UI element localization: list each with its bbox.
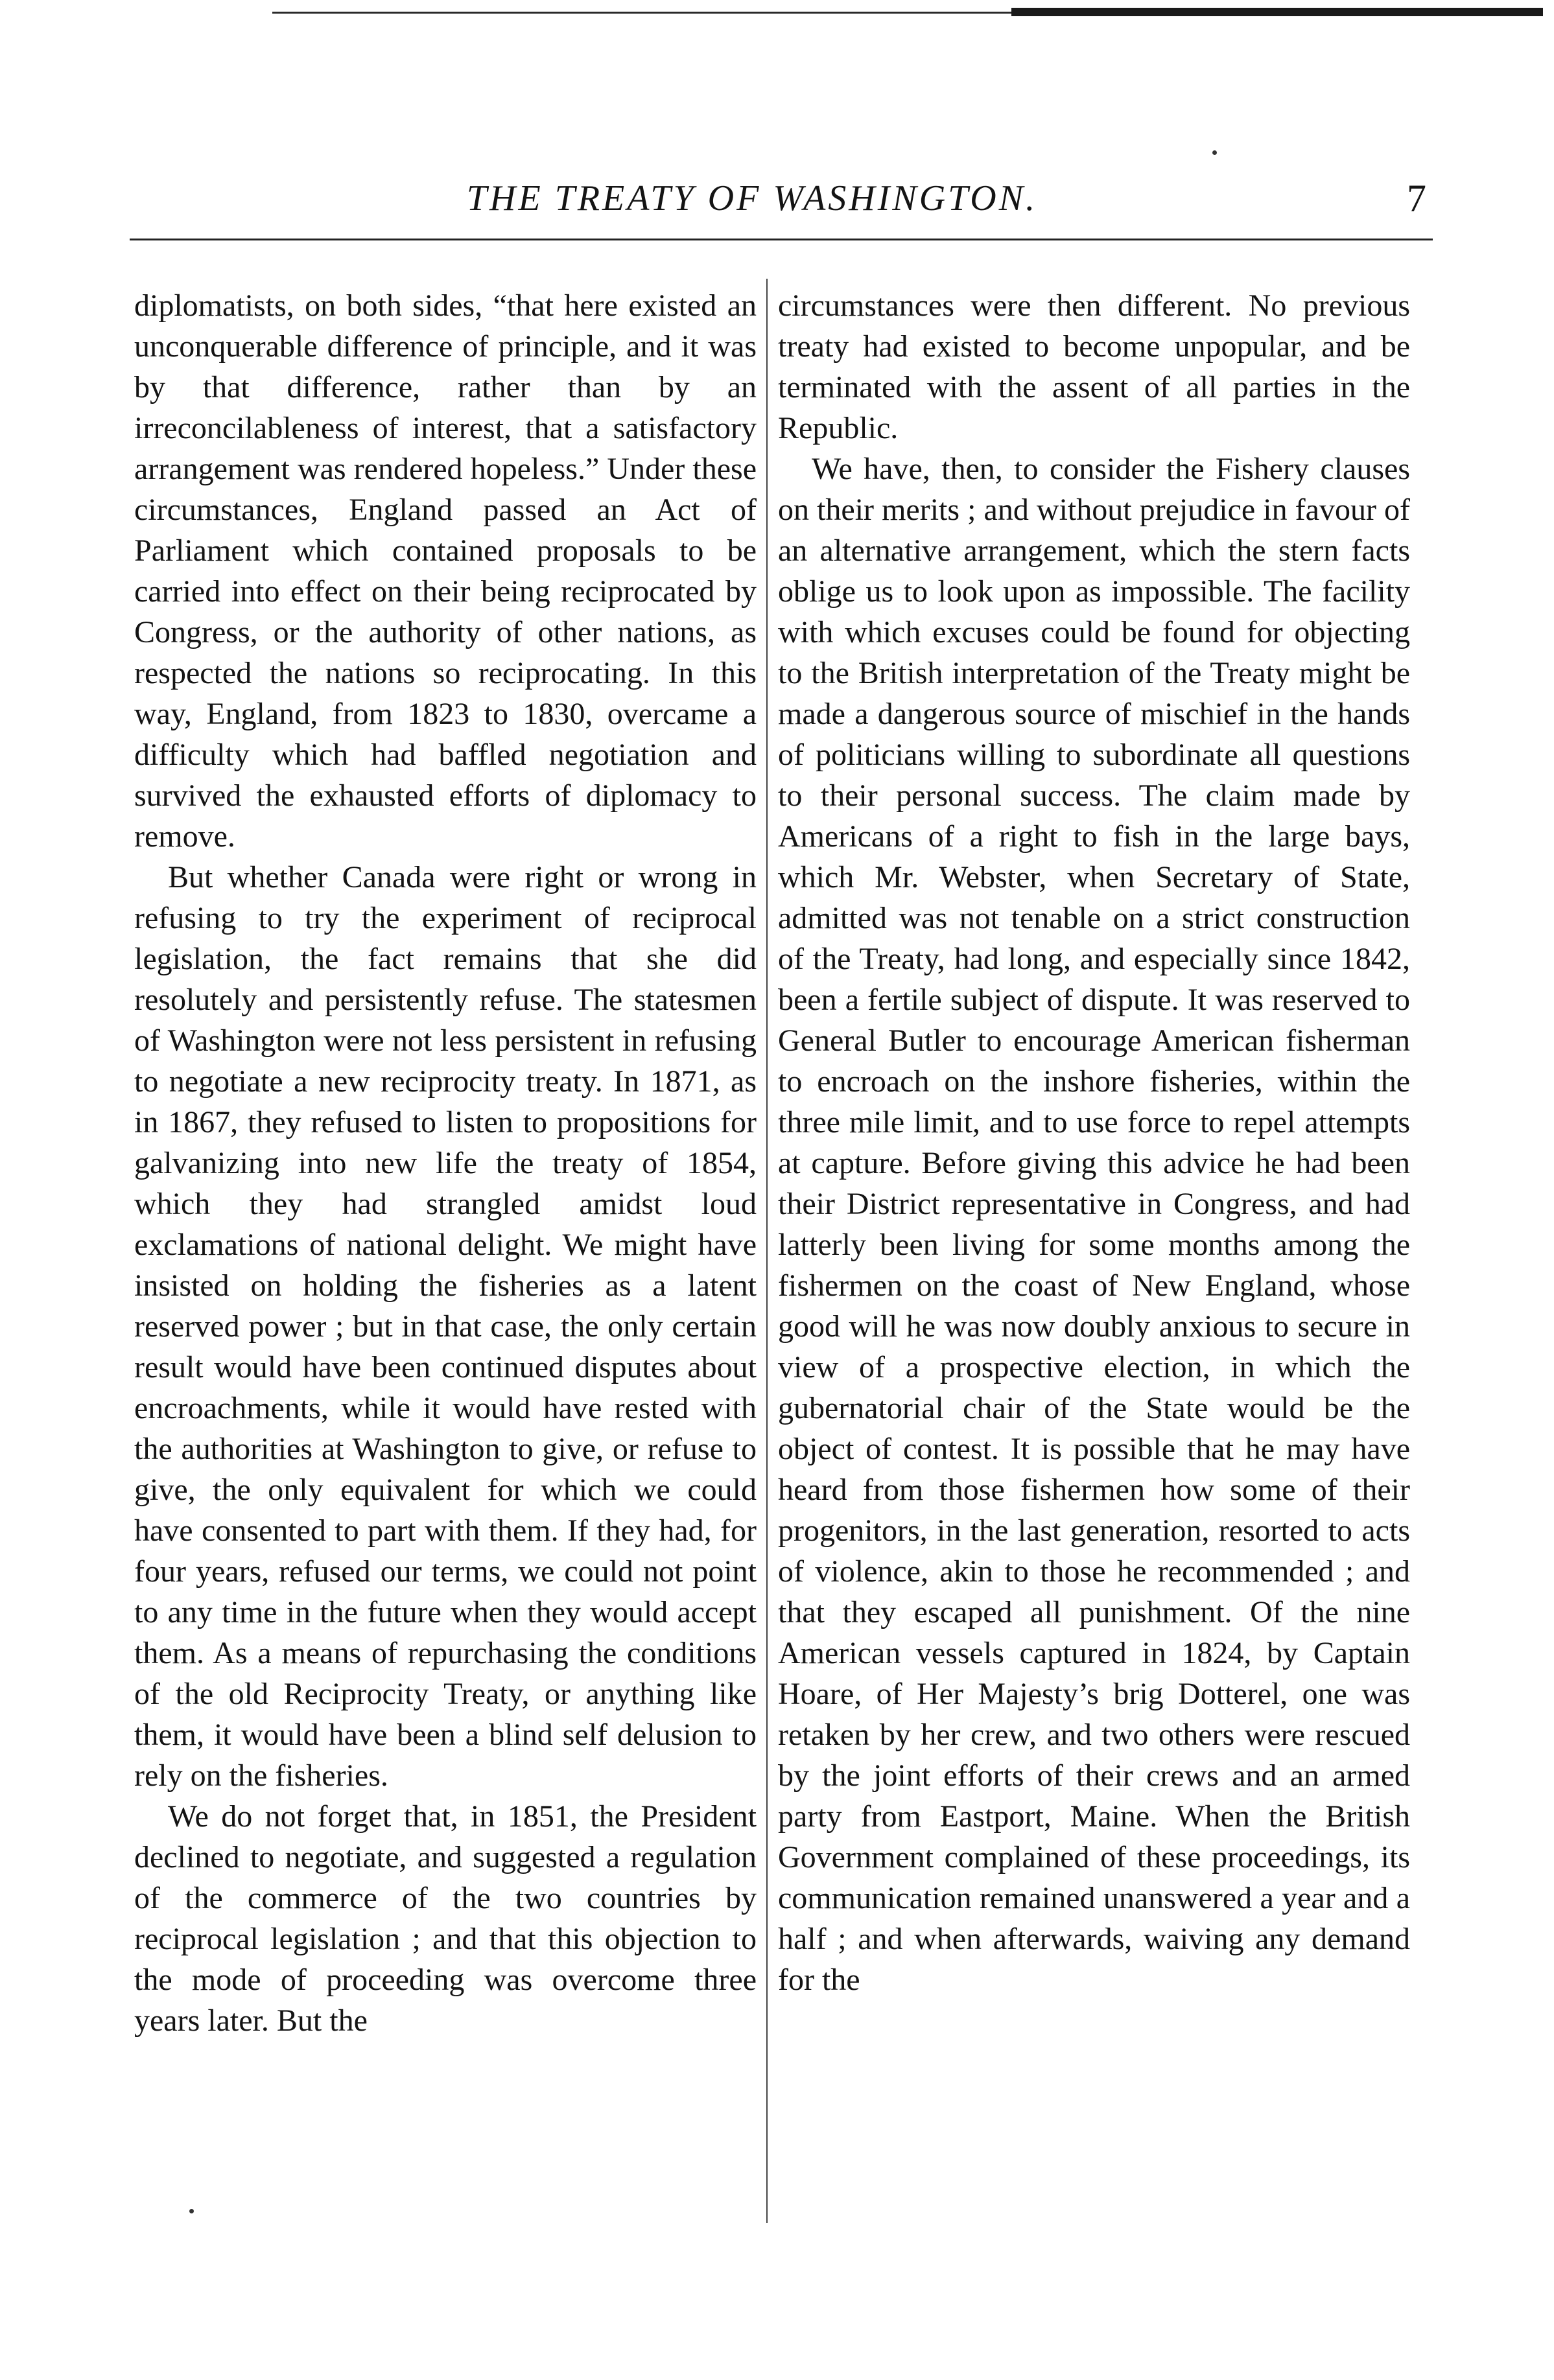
left-paragraph-3: We do not forget that, in 1851, the President declined to negotiate, and suggested a regulation of the commerce of the two countries by reciprocal legislation ; and that this objection to the mode of proceeding was overcome three years later. But the: [134, 1799, 757, 2038]
column-divider: [766, 279, 768, 2223]
page-number: 7: [1407, 177, 1426, 220]
left-paragraph-1: diplomatists, on both sides, “that here existed an unconquerable difference of principle, and it was by that difference, rather than by an irreconcilableness of interest, that a satisfactory arrangement was rendered hopeless.” Under these circumstances, England passed an Act of Parliament which contained proposals to be carried into effect on their being reciprocated by Congress, or the authority of other nations, as respected the nations so reciprocating. In this way, England, from 1823 to 1830, overcame a difficulty which had baffled negotiation and survived the exhausted efforts of diplomacy to remove.: [134, 288, 757, 854]
right-paragraph-1: circumstances were then different. No previous treaty had existed to become unpopular, and be terminated with the assent of all parties in the Republic.: [778, 288, 1410, 445]
scan-speck: [189, 2209, 194, 2213]
right-column: [778, 285, 1410, 2000]
running-head: [130, 174, 1426, 226]
header-rule: [130, 239, 1433, 240]
right-paragraph-2: We have, then, to consider the Fishery clauses on their merits ; and without prejudice in favour of an alternative arrangement, which the stern facts oblige us to look upon as impossible. The facility with which excuses could be found for objecting to the British interpretation of the Treaty might be made a dangerous source of mischief in the hands of politicians willing to subordinate all questions to their personal success. The claim made by Americans of a right to fish in the large bays, which Mr. Webster, when Secretary of State, admitted was not tenable on a strict construction of the Treaty, had long, and especially since 1842, been a fertile subject of dispute. It was reserved to General Butler to encourage American fisherman to encroach on the inshore fisheries, within the three mile limit, and to use force to repel attempts at capture. Before giving this advice he had been their District representative in Congress, and had latterly been living for some months among the fishermen on the coast of New England, whose good will he was now doubly anxious to secure in view of a prospective election, in which the gubernatorial chair of the State would be the object of contest. It is possible that he may have heard from those fishermen how some of their progenitors, in the last generation, resorted to acts of violence, akin to those he recommended ; and that they escaped all punishment. Of the nine American vessels captured in 1824, by Captain Hoare, of Her Majesty’s brig Dotterel, one was retaken by her crew, and two others were rescued by the joint efforts of their crews and an armed party from Eastport, Maine. When the British Government complained of these proceedings, its communication remained unanswered a year and a half ; and when afterwards, waiving any demand for the: [778, 452, 1410, 1997]
left-paragraph-2: But whether Canada were right or wrong in refusing to try the experiment of reciprocal legislation, the fact remains that she did resolutely and persistently refuse. The statesmen of Washington were not less persistent in refusing to negotiate a new reciprocity treaty. In 1871, as in 1867, they refused to listen to propositions for galvanizing into new life the treaty of 1854, which they had strangled amidst loud exclamations of national delight. We might have insisted on holding the fisheries as a latent reserved power ; but in that case, the only certain result would have been continued disputes about encroachments, while it would have rested with the authorities at Washington to give, or refuse to give, the only equivalent for which we could have consented to part with them. If they had, for four years, refused our terms, we could not point to any time in the future when they would accept them. As a means of repurchasing the conditions of the old Reciprocity Treaty, or anything like them, it would have been a blind self delusion to rely on the fisheries.: [134, 860, 757, 1793]
top-scan-rule: [272, 8, 1543, 17]
left-column: [134, 285, 757, 2041]
scan-speck: [1212, 150, 1217, 155]
running-title: THE TREATY OF WASHINGTON.: [466, 178, 1038, 218]
